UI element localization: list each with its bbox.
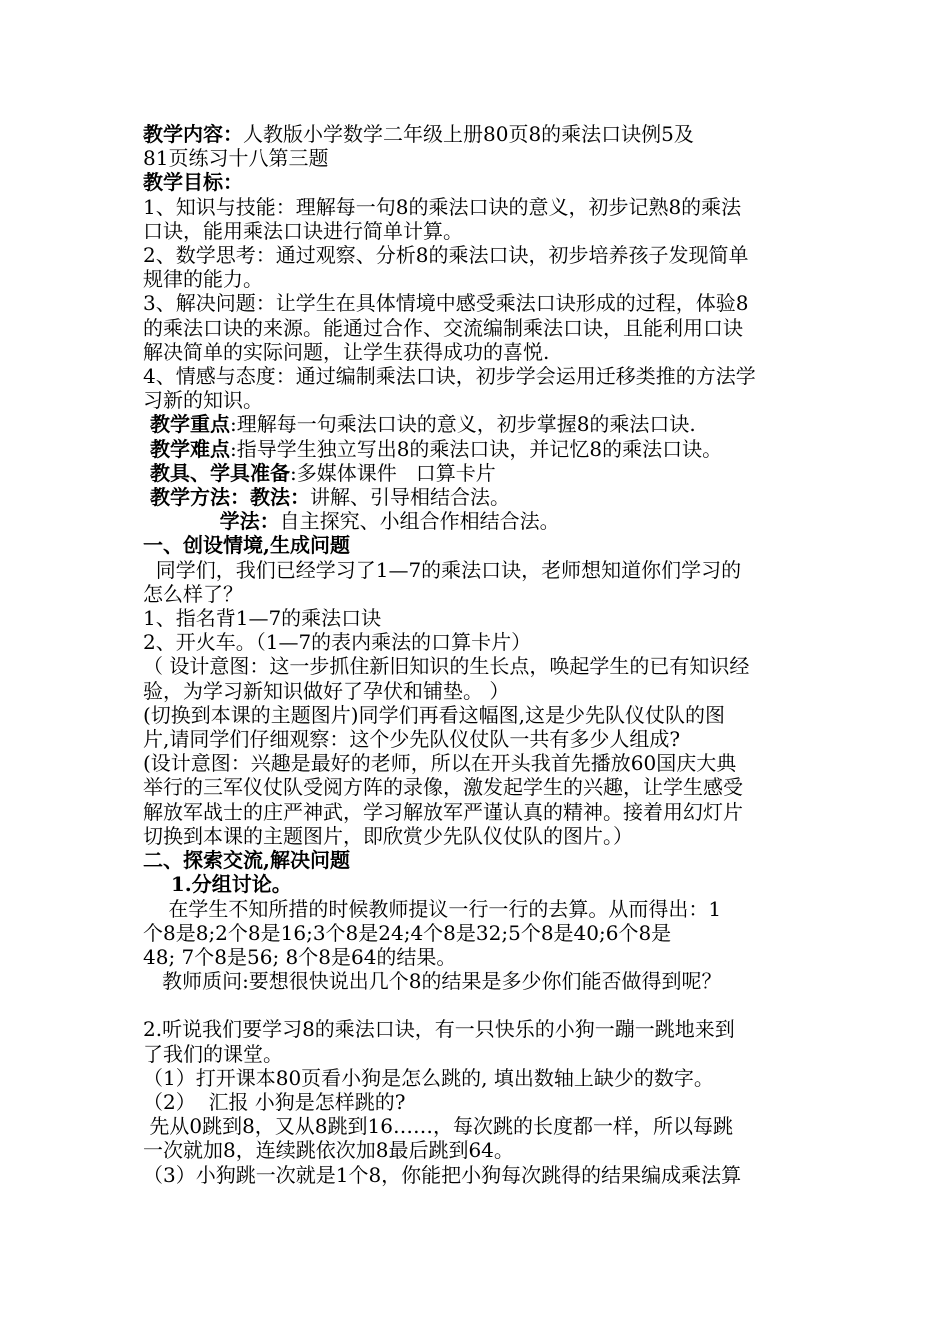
line-text: :理解每一句乘法口诀的意义，初步掌握8的乘法口诀. [229,412,696,437]
text-line: （2） 汇报 小狗是怎样跳的? [143,1089,406,1114]
document-page [143,122,833,1187]
line-label: 教学方法：教法： [143,485,310,510]
text-line: 3、解决问题：让学生在具体情境中感受乘法口诀形成的过程，体验8 [143,291,749,316]
text-line: 举行的三军仪仗队受阅方阵的录像，激发起学生的兴趣，让学生感受 [143,775,743,800]
text-line: （1）打开课本80页看小狗是怎么跳的, 填出数轴上缺少的数字。 [143,1065,714,1090]
line-text: :多媒体课件 口算卡片 [289,460,496,485]
text-line: 习新的知识。 [143,388,263,413]
labeled-line [143,485,833,509]
labeled-line [143,122,833,146]
line-label: 教具、学具准备 [143,460,290,485]
text-line: 2、数学思考：通过观察、分析8的乘法口诀，初步培养孩子发现简单 [143,243,749,268]
blank-line [143,993,833,1017]
text-line: 片,请同学们仔细观察：这个少先队仪仗队一共有多少人组成? [143,727,681,752]
text-line: 解决简单的实际问题，让学生获得成功的喜悦. [143,339,550,364]
text-line: 48; 7个8是56; 8个8是64的结果。 [143,944,457,969]
text-line: （3）小狗跳一次就是1个8，你能把小狗每次跳得的结果编成乘法算 [143,1162,742,1187]
text-line: 在学生不知所措的时候教师提议一行一行的去算。从而得出：1 [143,896,722,921]
line-text: :指导学生独立写出8的乘法口诀，并记忆8的乘法口诀。 [229,436,723,461]
line-text: 人教版小学数学二年级上册80页8的乘法口诀例5及 [243,122,694,146]
text-line: 81页练习十八第三题 [143,146,329,171]
line-label: 学法： [143,509,280,534]
text-line: 2.听说我们要学习8的乘法口诀，有一只快乐的小狗一蹦一跳地来到 [143,1017,735,1042]
labeled-line [143,437,833,461]
text-line: 个8是8;2个8是16;3个8是24;4个8是32;5个8是40;6个8是 [143,920,672,945]
text-line: 解放军战士的庄严神武，学习解放军严谨认真的精神。接着用幻灯片 [143,799,743,824]
labeled-line [143,509,833,533]
text-line: 4、情感与态度：通过编制乘法口诀，初步学会运用迁移类推的方法学 [143,364,756,389]
section-heading: 教学目标： [143,170,243,195]
line-text: 讲解、引导相结合法。 [309,485,510,510]
section-heading: 二、探索交流,解决问题 [143,848,350,873]
line-label: 教学难点 [143,436,230,461]
text-line: 了我们的课堂。 [143,1041,283,1066]
text-line: (设计意图：兴趣是最好的老师，所以在开头我首先播放60国庆大典 [143,751,737,776]
line-label: 教学内容： [143,122,243,146]
text-line: 切换到本课的主题图片，即欣赏少先队仪仗队的图片。） [143,823,633,848]
text-line: 1、知识与技能：理解每一句8的乘法口诀的意义，初步记熟8的乘法 [143,194,742,219]
text-line: 先从0跳到8，又从8跳到16……，每次跳的长度都一样，所以每跳 [143,1114,733,1139]
text-line: 1、指名背1—7的乘法口诀 [143,606,382,631]
text-line: 2、开火车。（1—7的表内乘法的口算卡片） [143,630,532,655]
text-line: 规律的能力。 [143,267,263,292]
text-line: 怎么样了？ [143,581,243,606]
text-line: 同学们，我们已经学习了1—7的乘法口诀，老师想知道你们学习的 [143,557,742,582]
section-heading: 1.分组讨论。 [143,872,292,897]
line-text: 自主探究、小组合作相结合法。 [279,509,560,534]
text-line: 验，为学习新知识做好了孕伏和铺垫。 ） [143,678,510,703]
section-heading: 一、创设情境,生成问题 [143,533,350,558]
text-line: 一次就加8，连续跳依次加8最后跳到64。 [143,1138,514,1163]
text-line: (切换到本课的主题图片)同学们再看这幅图,这是少先队仪仗队的图 [143,702,725,727]
text-line: 的乘法口诀的来源。能通过合作、交流编制乘法口诀，且能利用口诀 [143,315,743,340]
labeled-line [143,461,833,485]
text-line: 口诀，能用乘法口诀进行简单计算。 [143,218,463,243]
text-line: 教师质问:要想很快说出几个8的结果是多少你们能否做得到呢？ [143,969,722,994]
line-label: 教学重点 [143,412,230,437]
labeled-line [143,412,833,436]
text-line: （ 设计意图：这一步抓住新旧知识的生长点，唤起学生的已有知识经 [143,654,750,679]
